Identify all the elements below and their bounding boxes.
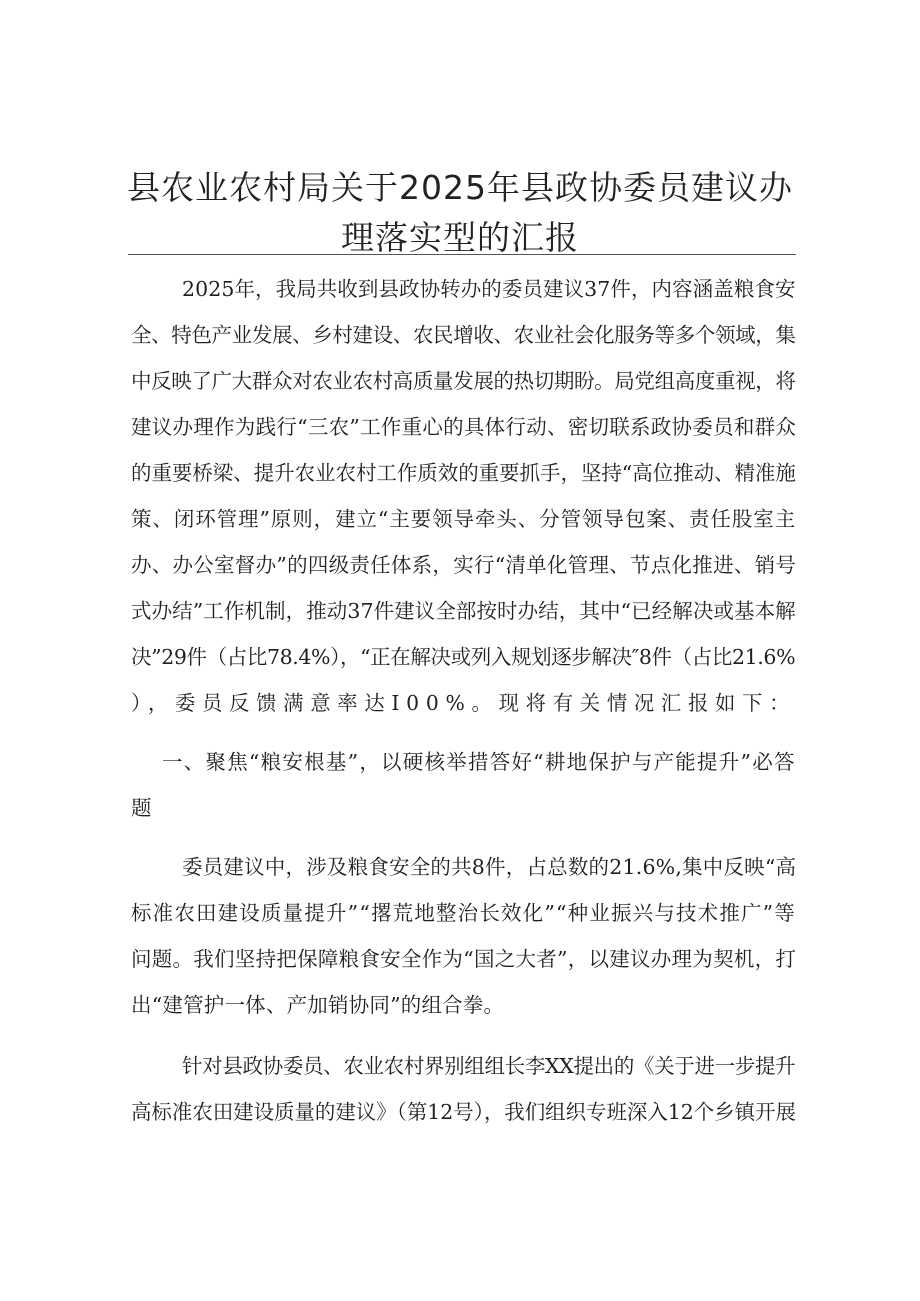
title-underline-divider [128, 254, 796, 255]
para-grain-line-1: 委员建议中，涉及粮食安全的共8件，占总数的21.6%,集中反映“高 [182, 855, 797, 879]
section-heading-1-line-1: 一、聚焦“粮安根基”，以硬核举措答好“耕地保护与产能提升”必答 [162, 750, 796, 774]
para-intro-line-5: 的重要桥梁、提升农业农村工作质效的重要抓手，坚持“高位推动、精准施 [131, 461, 796, 485]
para-intro-line-9: 决”29件（占比78.4%），“正在解决或列入规划逐步解决″8件（占比21.6% [131, 645, 796, 669]
para-intro-line-6: 策、闭环管理”原则，建立“主要领导牵头、分管领导包案、责任股室主 [131, 507, 797, 531]
document-title-line-1: 县农业农村局关于2025年县政协委员建议办 [127, 168, 793, 207]
para-intro-line-3: 中反映了广大群众对农业农村高质量发展的热切期盼。局党组高度重视，将 [131, 369, 796, 393]
para-intro-line-1: 2025年，我局共收到县政协转办的委员建议37件，内容涵盖粮食安 [182, 277, 796, 301]
para-grain-line-3: 问题。我们坚持把保障粮食安全作为“国之大者”，以建议办理为契机，打 [131, 947, 797, 971]
section-heading-1-line-2: 题 [131, 796, 152, 820]
para-intro-line-8: 式办结”工作机制，推动37件建议全部按时办结，其中“已经解决或基本解 [131, 599, 796, 623]
para-intro-line-2: 全、特色产业发展、乡村建设、农民增收、农业社会化服务等多个领域，集 [131, 323, 796, 347]
para-farmland-line-1: 针对县政协委员、农业农村界别组组长李XX提出的《关于进一步提升 [182, 1054, 796, 1078]
document-title-line-2: 理落实型的汇报 [341, 218, 579, 257]
para-intro-line-7: 办、办公室督办”的四级责任体系，实行“清单化管理、节点化推进、销号 [131, 553, 797, 577]
para-grain-line-4: 出“建管护一体、产加销协同”的组合拳。 [131, 993, 505, 1017]
para-intro-line-10: ），委员反馈满意率达I00%。现将有关情况汇报如下： [131, 691, 797, 715]
para-grain-line-2: 标准农田建设质量提升”“撂荒地整治长效化”“种业振兴与技术推广”等 [131, 901, 796, 925]
para-farmland-line-2: 高标准农田建设质量的建议》（第12号），我们组织专班深入12个乡镇开展 [131, 1100, 796, 1124]
para-intro-line-4: 建议办理作为践行“三农”工作重心的具体行动、密切联系政协委员和群众 [131, 415, 797, 439]
